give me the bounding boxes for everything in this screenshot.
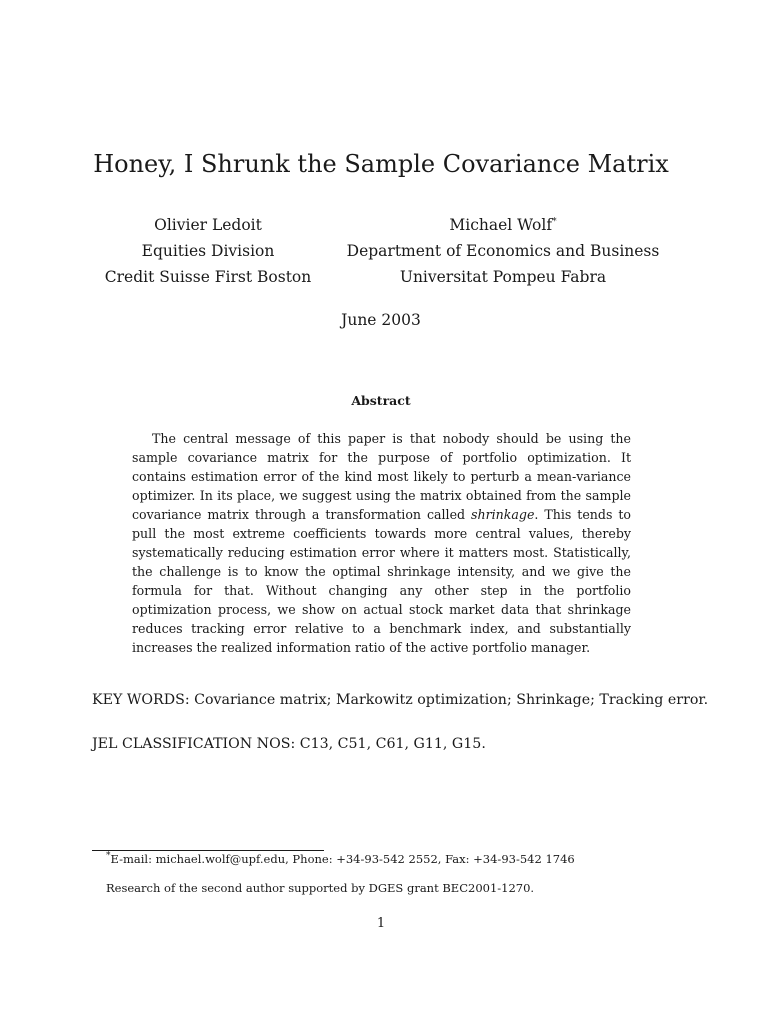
author-name: Olivier Ledoit [154, 216, 262, 234]
author-affiliation: Equities Division [141, 242, 275, 260]
page-number: 1 [376, 916, 386, 931]
footnote-marker: * [552, 216, 557, 227]
author-affiliation: Universitat Pompeu Fabra [399, 268, 607, 286]
abstract-text [132, 429, 631, 657]
footnote-marker: * [106, 851, 111, 862]
author-block-ledoit [92, 212, 324, 290]
jel-classification: JEL CLASSIFICATION NOS: C13, C51, C61, G11, G15. [92, 736, 486, 752]
abstract-text-part: The central message of this paper is that nobody should be using the sample covariance matrix for the purpose of portfolio optimization. It contains estimation error of the kind most likely to perturb a mean-variance optimizer. In its place, we suggest using the matrix obtained from the sample covariance matrix through a transformation called [132, 431, 631, 522]
author-name: Michael Wolf [449, 216, 553, 234]
footnote-divider [92, 850, 324, 851]
author-name-line [336, 212, 670, 238]
keywords: KEY WORDS: Covariance matrix; Markowitz optimization; Shrinkage; Tracking error. [92, 692, 709, 708]
publication-date: June 2003 [341, 311, 421, 329]
author-affiliation: Credit Suisse First Boston [104, 268, 312, 286]
paper-title: Honey, I Shrunk the Sample Covariance Matrix [93, 150, 669, 178]
abstract-heading: Abstract [351, 393, 411, 408]
abstract-text-part: . This tends to pull the most extreme coefficients towards more central values, thereby systematically reducing estimation error where it matters most. Statistically, the challenge is to know the optimal shrinkage intensity, and we give the formula for that. Without changing any other step in the portfolio optimization process, we show on actual stock market data that shrinkage reduces tracking error relative to a benchmark index, and substantially increases the realized information ratio of the active portfolio manager. [132, 507, 632, 655]
footnote-funding: Research of the second author supported by DGES grant BEC2001-1270. [106, 881, 535, 895]
footnote-contact [106, 852, 575, 866]
abstract-italic-term: shrinkage [471, 507, 535, 522]
author-block-wolf [336, 212, 670, 290]
footnote-contact-text: E-mail: michael.wolf@upf.edu, Phone: +34-93-542 2552, Fax: +34-93-542 1746 [110, 852, 575, 866]
author-affiliation: Department of Economics and Business [346, 242, 660, 260]
